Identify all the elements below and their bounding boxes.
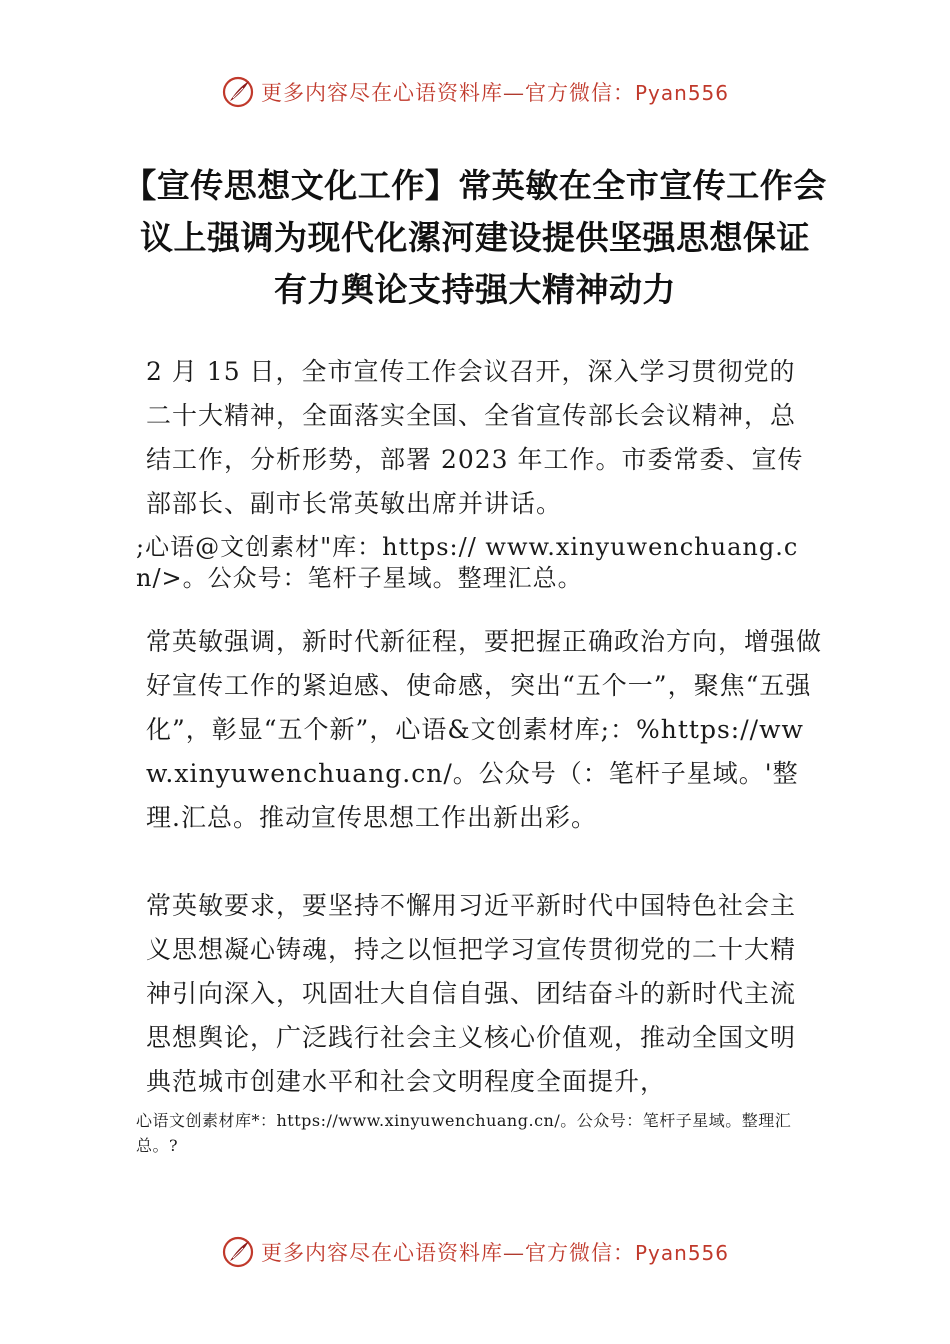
banner-dash: —	[502, 1241, 525, 1265]
paragraph-emphasis: 常英敏强调，新时代新征程，要把握正确政治方向，增强做好宣传工作的紧迫感、使命感，突出“五个一”，聚焦“五强化”，彰显“五个新”，心语&文创素材库;：%https://www.xinyuwenchuang.cn/。公众号（：笔杆子星域。'整理.汇总。推动宣传思想工作出新出彩。	[146, 627, 823, 832]
paragraph-footer-note: 心语文创素材库*：https://www.xinyuwenchuang.cn/。公众号：笔杆子星域。整理汇总。?	[136, 1111, 792, 1155]
banner-wechat-label: 官方微信：	[524, 81, 635, 105]
banner-dash: —	[502, 81, 525, 105]
feather-circle-logo-icon	[221, 1235, 255, 1269]
banner-wechat-id: Pyan556	[634, 81, 729, 105]
footer-banner	[0, 1230, 950, 1274]
banner-site-text: 更多内容尽在心语资料库	[260, 81, 503, 105]
banner-site-text: 更多内容尽在心语资料库	[260, 1241, 503, 1265]
feather-circle-logo-icon	[221, 75, 255, 109]
document-title: 【宣传思想文化工作】常英敏在全市宣传工作会议上强调为现代化漯河建设提供坚强思想保证 有力舆论支持强大精神动力	[123, 166, 827, 309]
banner-wechat-label: 官方微信：	[524, 1241, 635, 1265]
banner-wechat-id: Pyan556	[634, 1241, 729, 1265]
paragraph-requirements: 常英敏要求，要坚持不懈用习近平新时代中国特色社会主义思想凝心铸魂，持之以恒把学习宣传贯彻党的二十大精神引向深入，巩固壮大自信自强、团结奋斗的新时代主流思想舆论，广泛践行社会主义核心价值观，推动全国文明典范城市创建水平和社会文明程度全面提升，	[146, 891, 797, 1096]
banner-text	[261, 1237, 729, 1267]
header-banner	[0, 70, 950, 114]
paragraph-intro: 2 月 15 日，全市宣传工作会议召开，深入学习贯彻党的二十大精神，全面落实全国、全省宣传部长会议精神，总结工作，分析形势，部署 2023 年工作。市委常委、宣传部部长、副市长常英敏出席并讲话。	[146, 357, 804, 518]
paragraph-source-note: ;心语@文创素材"库：https:// www.xinyuwenchuang.cn/>。公众号：笔杆子星域。整理汇总。	[136, 533, 799, 592]
banner-text	[261, 77, 729, 107]
